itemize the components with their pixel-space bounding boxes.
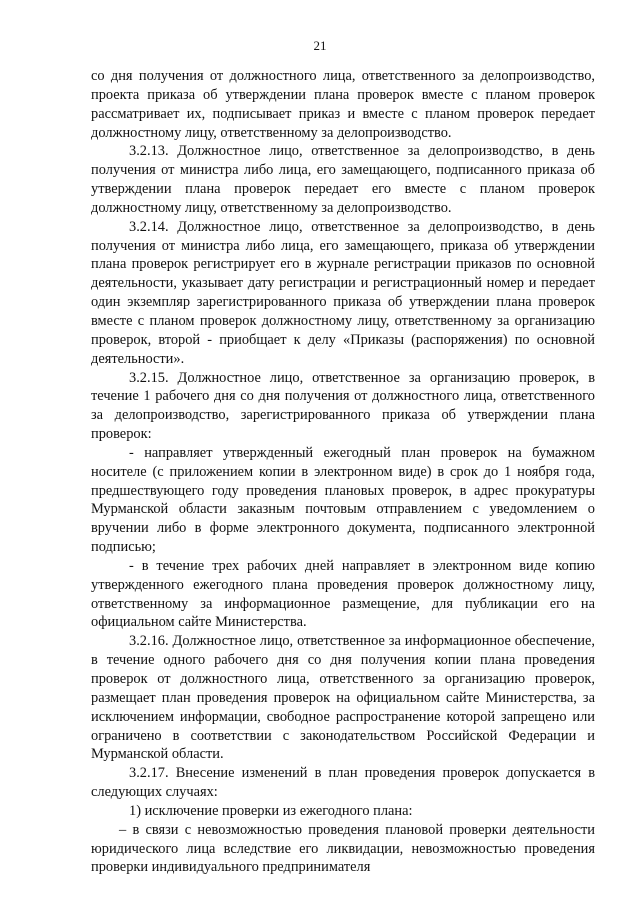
paragraph-3-2-15: 3.2.15. Должностное лицо, ответственное за организацию проверок, в течение 1 рабочего дня со дня получения от должностного лица, ответственного за делопроизводство, зарегистрированного приказа об утверждении плана проверок: (91, 369, 595, 443)
paragraph-3-2-17: 3.2.17. Внесение изменений в план проведения проверок допускается в следующих случаях: (91, 765, 595, 801)
list-item-send-plan: - направляет утвержденный ежегодный план проверок на бумажном носителе (с приложением копии в электронном виде) в срок до 1 ноября года, предшествующего году проведения плановых проверок, в адрес прокуратуры Мурманской области заказным почтовым отправлением с уведомлением о вручении либо в форме электронного документа, подписанного электронной подписью; (91, 444, 595, 556)
list-item-exclusion: 1) исключение проверки из ежегодного плана: (129, 802, 413, 819)
paragraph-3-2-14: 3.2.14. Должностное лицо, ответственное за делопроизводство, в день получения от министра либо лица, его замещающего, приказа об утверждении плана проверок регистрирует его в журнале регистрации приказов по основной деятельности, указывает дату регистрации и регистрационный номер и передает один экземпляр зарегистрированного приказа об утверждении плана проверок вместе с планом проверок должностному лицу, ответственному за организацию проверок, второй - приобщает к делу «Приказы (распоряжения) по основной деятельности». (91, 218, 595, 367)
paragraph-3-2-13: 3.2.13. Должностное лицо, ответственное за делопроизводство, в день получения от министра либо лица, его замещающего, подписанного приказа об утверждении плана проверок передает его вместе с планом проверок должностному лицу, ответственному за делопроизводство. (91, 143, 595, 216)
list-item-publish-plan: - в течение трех рабочих дней направляет в электронном виде копию утвержденного ежегодного плана проведения проверок должностному лицу, ответственному за информационное размещение, для публикации его на официальном сайте Министерства. (91, 557, 595, 631)
document-body (91, 67, 595, 877)
paragraph-3-2-16: 3.2.16. Должностное лицо, ответственное за информационное обеспечение, в течение одного рабочего дня со дня получения копии плана проведения проверок от должностного лица, ответственного за организацию проверок, размещает план проведения проверок на официальном сайте Министерства, за исключением информации, свободное распространение которой запрещено или ограничено в соответствии с законодательством Российской Федерации и Мурманской области. (91, 633, 595, 763)
paragraph-continuation: со дня получения от должностного лица, ответственного за делопроизводство, проекта приказа об утверждении плана проверок вместе с планом проверок рассматривает их, подписывает приказ и вместе с планом проверок передает должностному лицу, ответственному за делопроизводство. (91, 68, 595, 141)
list-item-dash: – в связи с невозможностью проведения плановой проверки деятельности юридического лица вследствие его ликвидации, невозможностью проведения проверки индивидуального предпринимателя (91, 821, 595, 876)
page-number: 21 (313, 38, 327, 53)
